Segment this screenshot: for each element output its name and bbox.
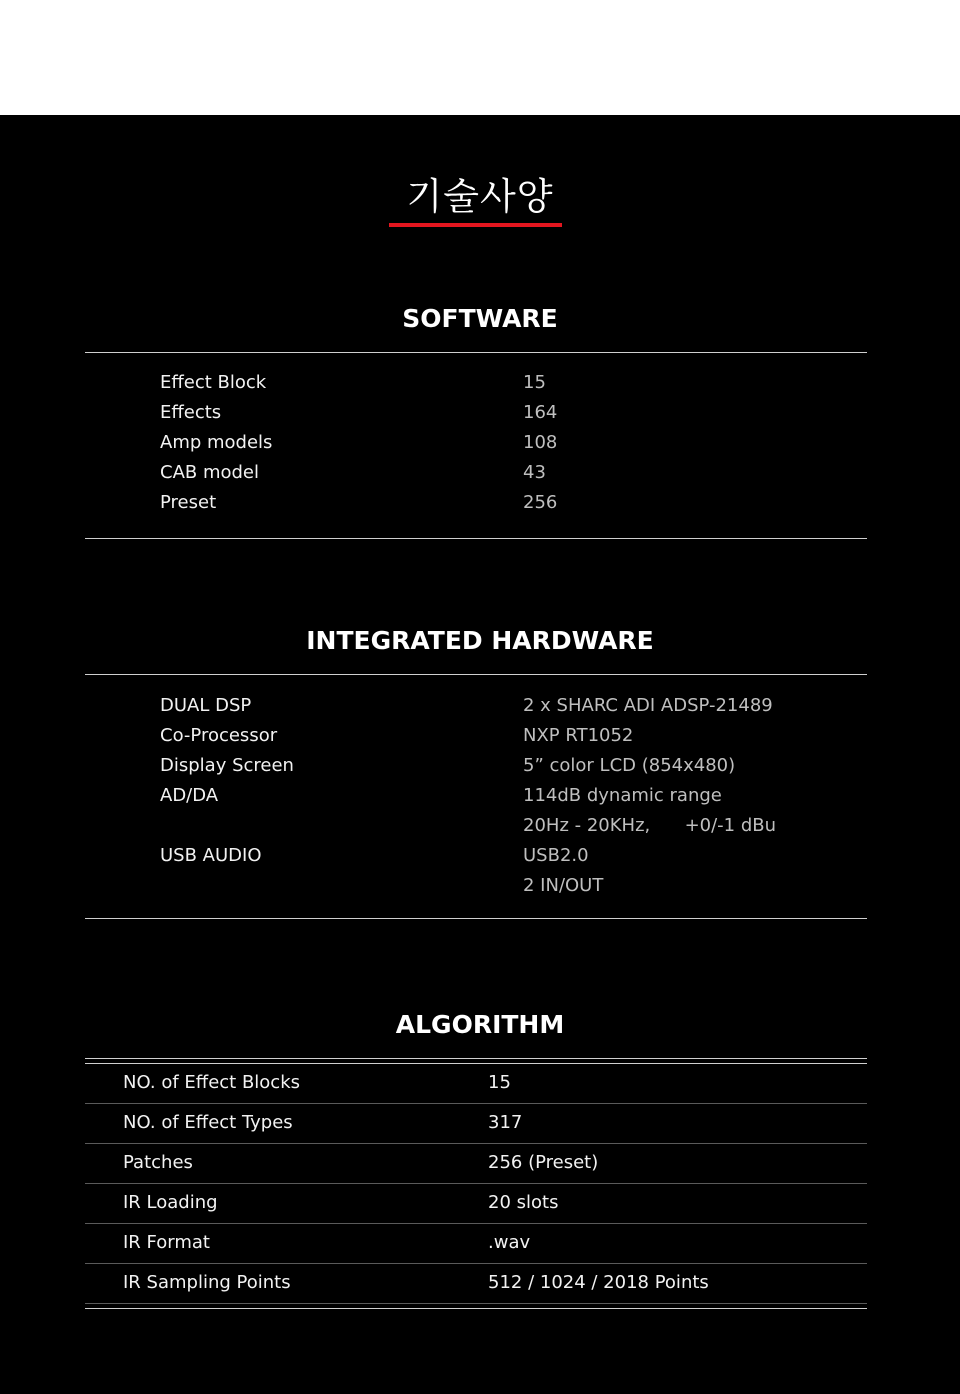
table-row	[85, 1064, 867, 1104]
spec-value: 256	[523, 492, 558, 513]
software-bottom-rule	[85, 538, 867, 539]
spec-row	[160, 458, 860, 488]
spec-row	[160, 751, 860, 781]
spec-value: 5” color LCD (854x480)	[523, 755, 736, 776]
table-cell-value: 256 (Preset)	[488, 1152, 599, 1173]
spec-row	[160, 368, 860, 398]
hardware-top-rule	[85, 674, 867, 675]
spec-label: Effects	[160, 402, 222, 423]
software-heading: SOFTWARE	[402, 304, 558, 333]
spec-label: Preset	[160, 492, 217, 513]
spec-row	[160, 488, 860, 518]
spec-label: Amp models	[160, 432, 273, 453]
spec-row	[160, 841, 860, 871]
spec-value: 108	[523, 432, 558, 453]
title-underline	[389, 223, 562, 227]
spec-label: Effect Block	[160, 372, 267, 393]
spec-row	[160, 428, 860, 458]
spec-value: 2 IN/OUT	[523, 875, 604, 896]
table-row	[85, 1264, 867, 1304]
spec-value: 2 x SHARC ADI ADSP-21489	[523, 695, 773, 716]
spec-value: 20Hz - 20KHz, +0/-1 dBu	[523, 815, 777, 836]
table-cell-label: IR Loading	[123, 1192, 218, 1213]
table-cell-label: NO. of Effect Blocks	[123, 1072, 301, 1093]
top-whitespace	[0, 0, 960, 115]
hardware-heading: INTEGRATED HARDWARE	[306, 626, 654, 655]
table-row	[85, 1184, 867, 1224]
algorithm-heading: ALGORITHM	[395, 1010, 565, 1039]
table-cell-value: 512 / 1024 / 2018 Points	[488, 1272, 709, 1293]
spec-value: NXP RT1052	[523, 725, 634, 746]
spec-row	[160, 398, 860, 428]
table-cell-value: 317	[488, 1112, 523, 1133]
spec-label: DUAL DSP	[160, 695, 252, 716]
table-row	[85, 1104, 867, 1144]
algorithm-table	[85, 1058, 867, 1309]
table-cell-label: IR Sampling Points	[123, 1272, 291, 1293]
spec-label: CAB model	[160, 462, 259, 483]
spec-value: USB2.0	[523, 845, 589, 866]
spec-label: Co-Processor	[160, 725, 278, 746]
software-spec-list	[160, 368, 860, 518]
spec-label: Display Screen	[160, 755, 294, 776]
software-top-rule	[85, 352, 867, 353]
spec-value: 15	[523, 372, 546, 393]
table-bottom-border	[85, 1304, 867, 1309]
table-cell-value: 15	[488, 1072, 511, 1093]
table-cell-value: 20 slots	[488, 1192, 559, 1213]
hardware-bottom-rule	[85, 918, 867, 919]
spec-row	[160, 721, 860, 751]
spec-label	[160, 871, 523, 901]
spec-row	[160, 781, 860, 811]
table-cell-label: IR Format	[123, 1232, 210, 1253]
spec-value: 114dB dynamic range	[523, 785, 722, 806]
spec-label: USB AUDIO	[160, 845, 262, 866]
table-cell-label: Patches	[123, 1152, 193, 1173]
table-row	[85, 1144, 867, 1184]
hardware-spec-list	[160, 691, 860, 901]
spec-value: 164	[523, 402, 558, 423]
table-row	[85, 1224, 867, 1264]
spec-label	[160, 811, 523, 841]
spec-label: AD/DA	[160, 785, 219, 806]
table-cell-label: NO. of Effect Types	[123, 1112, 293, 1133]
specifications-panel	[0, 115, 960, 1394]
table-cell-value: .wav	[488, 1232, 531, 1253]
spec-value: 43	[523, 462, 546, 483]
spec-row	[160, 691, 860, 721]
page-title: 기술사양	[406, 175, 554, 218]
spec-row	[160, 811, 860, 841]
spec-row	[160, 871, 860, 901]
